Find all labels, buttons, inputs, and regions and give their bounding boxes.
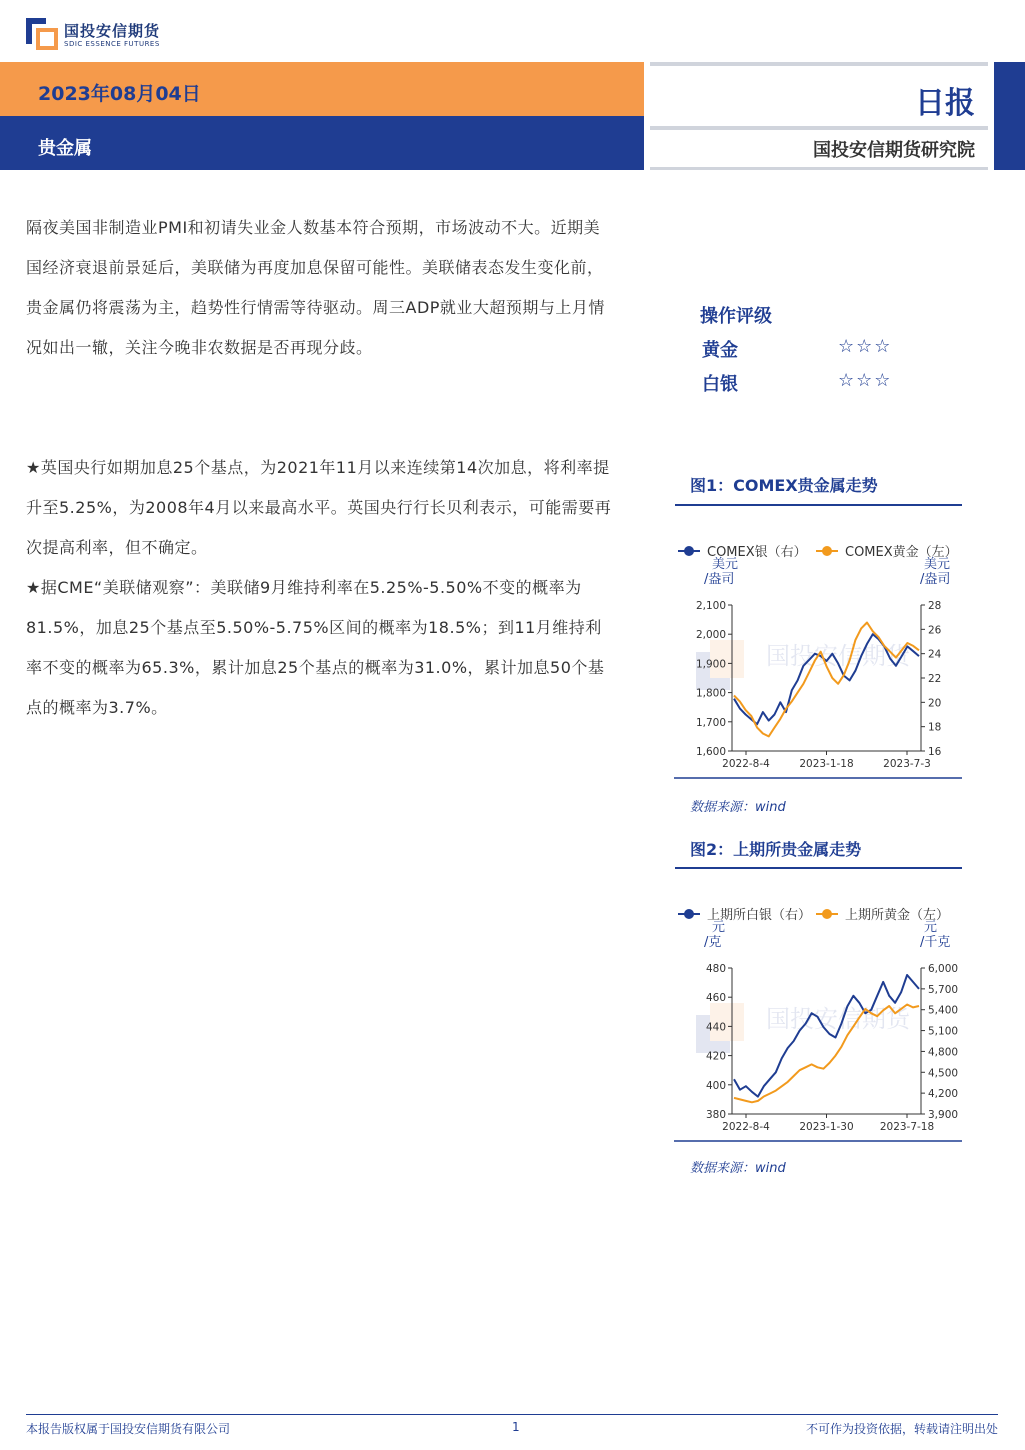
logo-text-cn: 国投安信期货: [64, 22, 161, 40]
legend-swatch-marker: [684, 546, 694, 556]
footer-disclaimer: 不可作为投资依据，转载请注明出处: [805, 1422, 998, 1436]
news-item: ★英国央行如期加息25个基点，为2021年11月以来连续第14次加息，将利率提升至5.25%，为2008年4月以来最高水平。英国央行行长贝利表示，可能需要再次提高利率，但不确定。: [26, 458, 612, 557]
x-tick-label: 2022-8-4: [722, 758, 770, 770]
figure-1-source: 数据来源：wind: [690, 800, 786, 815]
header-divider: [650, 126, 988, 130]
left-tick-label: 440: [705, 1021, 726, 1034]
left-tick-label: 460: [705, 992, 726, 1005]
rating-label: 白银: [702, 374, 738, 395]
summary-paragraph: 隔夜美国非制造业PMI和初请失业金人数基本符合预期，市场波动不大。近期美国经济衰退前景延后，美联储为再度加息保留可能性。美联储表态发生变化前，贵金属仍将震荡为主，趋势性行情需等待驱动。周三ADP就业大超预期与上月情况如出一辙，关注今晚非农数据是否再现分歧。: [26, 218, 605, 357]
x-tick-label: 2022-8-4: [722, 1121, 770, 1133]
footer-copyright: 本报告版权属于国投安信期货有限公司: [26, 1422, 231, 1436]
report-sector: 贵金属: [38, 138, 92, 159]
news-item: ★据CME“美联储观察”：美联储9月维持利率在5.25%-5.50%不变的概率为81.5%，加息25个基点至5.50%-5.75%区间的概率为18.5%；到11月维持利率不变的概率为65.3%，累计加息25个基点的概率为31.0%，累计加息50个基点的概率为3.7%。: [26, 578, 605, 717]
report-date: 2023年08月04日: [38, 83, 201, 105]
watermark-text: 国投安信期货: [766, 642, 910, 670]
right-tick-label: 4,800: [928, 1046, 959, 1059]
right-axis-unit: 元: [924, 920, 938, 935]
figure-1-rule: [675, 504, 962, 506]
right-tick-label: 18: [928, 721, 942, 734]
left-axis-unit: /克: [704, 935, 722, 950]
right-tick-label: 22: [928, 673, 942, 685]
report-type: 日报: [915, 86, 975, 121]
rating-row-silver: [702, 370, 912, 396]
right-tick-label: 5,400: [928, 1004, 959, 1017]
header-accent-block: [994, 62, 1025, 170]
rating-label: 黄金: [702, 340, 738, 361]
rating-title: 操作评级: [700, 306, 772, 327]
x-tick-label: 2023-7-3: [883, 758, 931, 770]
header-divider: [650, 62, 988, 66]
right-axis-unit: /盎司: [920, 572, 951, 587]
right-tick-label: 26: [928, 624, 942, 637]
series-line: [734, 623, 919, 737]
series-line: [734, 975, 919, 1097]
sector-band: [0, 116, 644, 170]
left-tick-label: 1,800: [695, 687, 726, 700]
legend-label: COMEX黄金（左）: [845, 545, 958, 560]
footer-divider: [26, 1414, 998, 1415]
left-tick-label: 420: [705, 1050, 726, 1063]
legend-swatch-marker: [822, 546, 832, 556]
figure-1-title: 图1：COMEX贵金属走势: [690, 476, 878, 495]
left-tick-label: 1,600: [695, 746, 726, 758]
legend-label: 上期所白银（右）: [707, 908, 812, 923]
left-tick-label: 1,900: [695, 658, 726, 671]
left-axis-unit: 美元: [712, 557, 739, 572]
left-axis-unit: 元: [712, 920, 726, 935]
x-tick-label: 2023-7-18: [879, 1121, 935, 1133]
news-list: [26, 448, 616, 728]
figure-2-chart: [674, 893, 969, 1143]
legend-label: 上期所黄金（左）: [845, 908, 950, 923]
left-tick-label: 480: [705, 963, 726, 975]
legend-label: COMEX银（右）: [707, 545, 807, 560]
figure-2-rule: [675, 867, 962, 869]
right-tick-label: 28: [928, 600, 942, 612]
rating-stars: ☆☆☆: [838, 336, 893, 357]
right-tick-label: 6,000: [928, 963, 959, 975]
left-tick-label: 380: [705, 1109, 726, 1121]
right-axis-unit: /千克: [920, 935, 951, 950]
page-number: 1: [512, 1420, 520, 1434]
watermark-text: 国投安信期货: [766, 1005, 910, 1033]
right-tick-label: 5,700: [928, 983, 959, 996]
right-tick-label: 5,100: [928, 1025, 959, 1038]
legend-swatch-marker: [684, 909, 694, 919]
left-tick-label: 1,700: [695, 716, 726, 729]
company-logo-icon: [26, 18, 58, 50]
right-tick-label: 24: [928, 648, 942, 661]
logo-text-en: SDIC ESSENCE FUTURES: [64, 40, 160, 48]
header-divider: [650, 167, 988, 170]
left-tick-label: 2,000: [695, 629, 726, 642]
rating-stars: ☆☆☆: [838, 370, 893, 391]
right-tick-label: 3,900: [928, 1109, 959, 1121]
right-tick-label: 16: [928, 746, 942, 758]
right-tick-label: 4,500: [928, 1067, 959, 1080]
x-tick-label: 2023-1-30: [799, 1121, 854, 1133]
institute-name: 国投安信期货研究院: [813, 140, 975, 161]
left-tick-label: 400: [705, 1079, 726, 1092]
right-axis-unit: 美元: [924, 557, 951, 572]
figure-2-title: 图2：上期所贵金属走势: [690, 840, 862, 859]
right-tick-label: 4,200: [928, 1088, 959, 1101]
legend-swatch-marker: [822, 909, 832, 919]
rating-row-gold: [702, 336, 912, 362]
left-tick-label: 2,100: [695, 600, 726, 612]
right-tick-label: 20: [928, 697, 942, 710]
figure-1-chart: [674, 530, 969, 780]
figure-2-source: 数据来源：wind: [690, 1161, 786, 1176]
x-tick-label: 2023-1-18: [799, 758, 854, 770]
watermark: [696, 1003, 912, 1053]
left-axis-unit: /盎司: [704, 572, 735, 587]
